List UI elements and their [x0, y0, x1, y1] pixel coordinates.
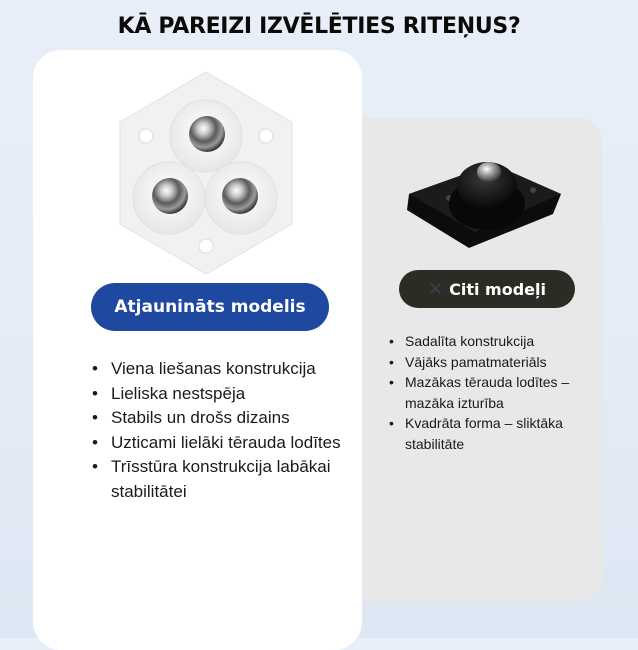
feature-item: • Viena liešanas konstrukcija [92, 357, 352, 382]
white-hexagon-caster-image [114, 66, 298, 278]
page-title: KĀ PAREIZI IZVĒLĒTIES RITEŅUS? [117, 14, 521, 39]
feature-item: • Trīsstūra konstrukcija labākai stabilitātei [92, 455, 352, 504]
updated-model-features [92, 357, 352, 504]
x-icon: ✕ [428, 278, 444, 300]
updated-model-label: Atjaunināts modelis [114, 297, 306, 317]
updated-model-badge [91, 283, 329, 331]
other-models-badge [399, 270, 575, 308]
black-square-caster-image [405, 142, 565, 252]
other-models-label: Citi modeļi [449, 279, 546, 299]
feature-item: • Stabils un drošs dizains [92, 406, 352, 431]
other-models-features [389, 331, 609, 454]
feature-item: • Sadalīta konstrukcija [389, 331, 609, 352]
feature-item: • Uzticami lielāki tērauda lodītes [92, 431, 352, 456]
feature-item: • Vājāks pamatmateriāls [389, 352, 609, 373]
feature-item: • Lieliska nestspēja [92, 382, 352, 407]
feature-item: • Kvadrāta forma – sliktāka stabilitāte [389, 413, 609, 454]
feature-item: • Mazākas tērauda lodītes – mazāka izturība [389, 372, 609, 413]
